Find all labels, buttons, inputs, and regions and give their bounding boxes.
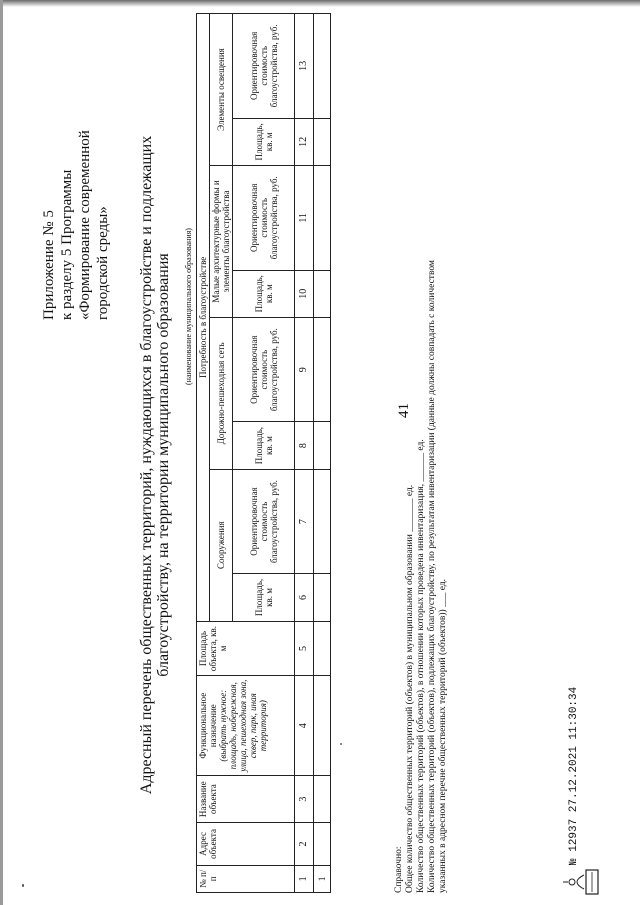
header-structures: Сооружения (210, 469, 233, 621)
table-cell (314, 776, 331, 823)
header-address: Адрес объекта (197, 823, 295, 865)
municipality-caption: (наименование муниципального образования) (184, 228, 193, 385)
header-lighting: Элементы освещения (210, 14, 233, 166)
header-function (197, 676, 295, 776)
subheader-area: Площадь, кв. м (233, 118, 295, 165)
column-number: 8 (295, 422, 314, 469)
column-number: 4 (295, 676, 314, 776)
appendix-line-1: Приложение № 5 (41, 210, 57, 320)
column-number: 11 (295, 166, 314, 271)
note-line-2: Количество общественных территорий (объектов), в отношении которых проведена инвентаризация, ______ ед. (416, 439, 426, 893)
table-cell (314, 621, 331, 676)
title-line-1: Адресный перечень общественных территорий, нуждающихся в благоустройстве и подлежащих (138, 135, 155, 795)
table-cell (314, 166, 331, 271)
page-number: 41 (396, 403, 412, 418)
column-number: 12 (295, 118, 314, 165)
subheader-area: Площадь, кв. м (233, 270, 295, 317)
column-number: 5 (295, 621, 314, 676)
note-line-4: указанных в адресном перечне общественных территорий (объектов)) ___ ед. (438, 578, 448, 893)
header-num: № п/п (197, 865, 295, 892)
header-name: Название объекта (197, 776, 295, 823)
table-cell (314, 270, 331, 317)
column-number: 7 (295, 469, 314, 574)
header-need: Потребность в благоустройстве (197, 14, 210, 622)
scan-speck (22, 884, 24, 887)
subheader-area: Площадь, кв. м (233, 422, 295, 469)
note-line-3: Количество общественных территорий (объектов), подлежащих благоустройству, по результатам инвентаризации (данные должны совпадать с количеством (427, 260, 437, 893)
header-function-label: Функциональное назначение (198, 692, 218, 759)
subheader-cost: Ориентировочная стоимость благоустройства, руб. (233, 317, 295, 422)
scan-speck (340, 743, 342, 745)
registry-logo-icon (560, 869, 600, 895)
column-number: 10 (295, 270, 314, 317)
table-cell (314, 422, 331, 469)
subheader-area: Площадь, кв. м (233, 574, 295, 621)
appendix-block (40, 90, 112, 320)
table-cell (314, 823, 331, 865)
column-number: 9 (295, 317, 314, 422)
header-road-network: Дорожно-пешеходная сеть (210, 317, 233, 469)
row-number: 1 (314, 865, 331, 892)
table-cell (314, 574, 331, 621)
note-line-1: Общее количество общественных территорий (объектов) в муниципальном образовании _______ ед. (405, 484, 415, 893)
header-small-forms: Малые архитектурные формы и элементы благоустройства (210, 166, 233, 318)
address-list-table (196, 13, 331, 893)
table-cell (314, 317, 331, 422)
note-title: Справочно: (394, 846, 404, 893)
column-number-row (295, 14, 314, 893)
document-title (138, 85, 172, 845)
subheader-cost: Ориентировочная стоимость благоустройства, руб. (233, 166, 295, 271)
column-number: 6 (295, 574, 314, 621)
column-number: 3 (295, 776, 314, 823)
table-cell (314, 14, 331, 119)
subheader-cost: Ориентировочная стоимость благоустройства, руб. (233, 14, 295, 119)
table-cell (314, 118, 331, 165)
table-row (314, 14, 331, 893)
title-line-2: благоустройству, на территории муниципального образования (155, 253, 172, 677)
table-cell (314, 469, 331, 574)
registration-stamp: № 12937 27.12.2021 11:30:34 (568, 686, 580, 865)
table-cell (314, 676, 331, 776)
reference-note (394, 13, 449, 893)
subheader-cost: Ориентировочная стоимость благоустройства, руб. (233, 469, 295, 574)
appendix-line-4: городской среды» (95, 206, 111, 320)
appendix-line-3: «Формирование современной (77, 130, 93, 320)
header-area: Площадь объекта, кв. м (197, 621, 295, 676)
column-number: 13 (295, 14, 314, 119)
column-number: 1 (295, 865, 314, 892)
header-function-note: (выбрать нужное: площадь, набережная, улица, пешеходная зона, сквер, парк, иная территория) (218, 679, 268, 772)
column-number: 2 (295, 823, 314, 865)
appendix-line-2: к разделу 5 Программы (59, 169, 75, 320)
